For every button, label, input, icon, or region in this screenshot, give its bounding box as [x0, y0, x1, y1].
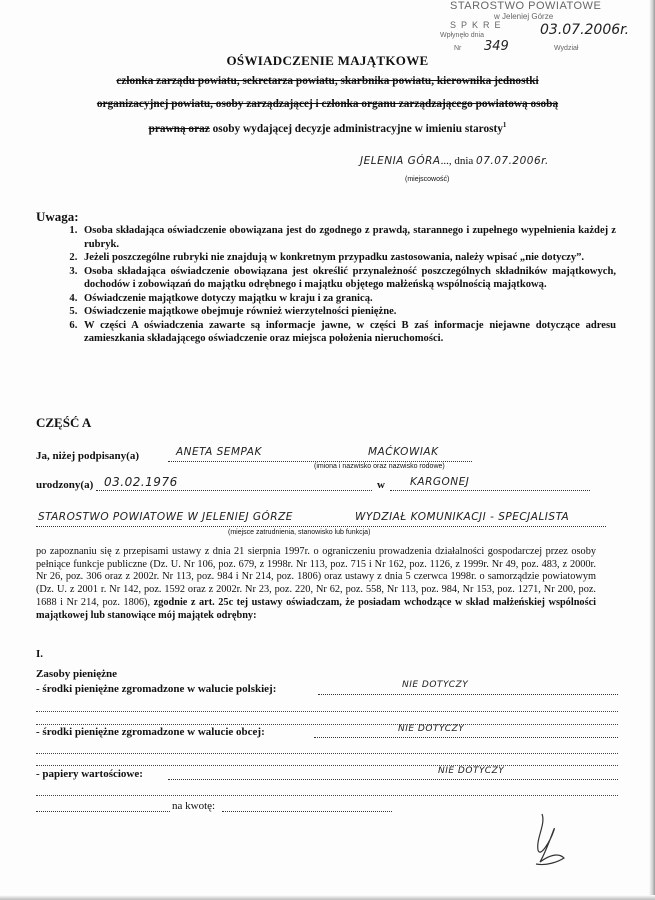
- registry-stamp: [424, 0, 650, 56]
- legal-text: po zapoznaniu się z przepisami ustawy z dnia 21 sierpnia 1997r. o ograniczeniu prowadzenia działalności gospodarczej przez osoby pełniące funkcje publiczne (Dz. U. Nr 106, poz. 679, z 1998r. Nr 113, poz. 715 i Nr 162, poz. 1126, z 1999r. Nr 49, poz. 483, z 2000r. Nr 26, poz. 306 oraz z 2002r. Nr 113, poz. 984 i Nr 214, poz. 1806) oraz ustawy z dnia 5 czerwca 1998r. o samorządzie powiatowym (Dz. U. z 2001 r. Nr 142, poz. 1592 oraz z 2002r. Nr 23, poz. 220, Nr 62, poz. 558, Nr 113, poz. 984, Nr 153, poz. 1271, Nr 200, poz. 1688 i Nr 214, poz. 1806),: [36, 546, 596, 608]
- footnote-mark: 1: [502, 121, 507, 129]
- note-item: 2. Jeżeli poszczególne rubryki nie znajdują w konkretnym przypadku zastosowania, należy wpisać „nie dotyczy”.: [80, 251, 616, 265]
- signature-scribble: [528, 812, 588, 872]
- first-name-value: ANETA SEMPAK: [176, 446, 262, 458]
- birth-date-line: [96, 490, 372, 491]
- blank-line: [36, 794, 618, 796]
- subtitle-line-2: [20, 98, 635, 110]
- securities-line: [168, 779, 618, 780]
- blank-line: [36, 723, 618, 725]
- securities-label: - papiery wartościowe:: [36, 768, 143, 780]
- subtitle-line-2-text: organizacyjnej powiatu, osoby zarządzającej i członka organu zarządzającego powiatową osobą: [96, 98, 559, 110]
- position-value: WYDZIAŁ KOMUNIKACJI - SPECJALISTA: [355, 511, 570, 523]
- blank-line: [36, 710, 618, 712]
- stamp-dept-label: Wydział: [554, 45, 579, 52]
- legal-basis-text: [36, 546, 596, 622]
- subtitle-struck: prawną oraz: [148, 122, 210, 135]
- section-heading: Zasoby pieniężne: [36, 668, 117, 680]
- place-caption: (miejscowość): [405, 176, 450, 183]
- blank-line: [36, 764, 618, 766]
- page-edge-shadow: [649, 0, 655, 900]
- employer-line: [36, 526, 606, 527]
- birth-place-value: KARGONEJ: [410, 476, 470, 488]
- part-a-heading: CZĘŚĆ A: [36, 415, 92, 430]
- stamp-received-label: Wpłynęło dnia: [440, 32, 484, 39]
- cash-fx-line: [314, 737, 618, 738]
- cash-pln-label: - środki pieniężne zgromadzone w walucie polskiej:: [36, 683, 277, 695]
- place-date-line: [360, 155, 620, 167]
- blank-line: [36, 752, 618, 754]
- stamp-number: 349: [484, 39, 509, 54]
- cash-pln-line: [318, 694, 618, 695]
- in-label: w: [377, 479, 385, 491]
- subtitle-rest: osoby wydającej decyzje administracyjne w imieniu starosty: [209, 122, 503, 135]
- maiden-name-value: MAĆKOWIAK: [368, 446, 439, 458]
- stamp-office: STAROSTWO POWIATOWE: [450, 0, 602, 12]
- notes-heading: Uwaga:: [36, 209, 79, 224]
- place-city: JELENIA GÓRA: [360, 155, 441, 167]
- employer-caption: (miejsce zatrudnienia, stanowisko lub funkcja): [228, 529, 371, 536]
- section-number: I.: [36, 648, 44, 660]
- note-item: 6. W części A oświadczenia zawarte są informacje jawne, w części B zaś informacje niejawne dotyczące adresu zamieszkania składającego oświadczenie oraz miejsca położenia nieruchomości.: [80, 319, 616, 346]
- securities-value: NIE DOTYCZY: [438, 766, 505, 776]
- subtitle-line-3: [20, 121, 635, 135]
- amount-line: [36, 811, 170, 812]
- birth-place-line: [390, 490, 590, 491]
- stamp-number-label: Nr: [454, 45, 462, 52]
- page-bottom-shadow: [0, 895, 655, 900]
- name-caption: (imiona i nazwisko oraz nazwisko rodowe): [314, 463, 445, 470]
- amount-label: na kwotę:: [172, 800, 216, 812]
- note-item: 1. Osoba składająca oświadczenie obowiązana jest do zgodnego z prawdą, starannego i zupełnego wypełnienia każdej z rubryk.: [80, 224, 616, 251]
- stamp-city: w Jeleniej Górze: [494, 12, 554, 21]
- birth-date-value: 03.02.1976: [104, 475, 178, 489]
- stamp-received-date: 03.07.2006r.: [540, 22, 630, 38]
- cash-fx-label: - środki pieniężne zgromadzone w walucie obcej:: [36, 726, 265, 738]
- note-item: 5. Oświadczenie majątkowe obejmuje również wierzytelności pieniężne.: [80, 305, 616, 319]
- document-title: OŚWIADCZENIE MAJĄTKOWE: [226, 53, 429, 68]
- cash-fx-value: NIE DOTYCZY: [398, 724, 465, 734]
- cash-pln-value: NIE DOTYCZY: [402, 680, 469, 690]
- employer-value: STAROSTWO POWIATOWE W JELENIEJ GÓRZE: [38, 511, 293, 523]
- stamp-label: SPKRE: [450, 20, 506, 30]
- born-label: urodzony(a): [36, 479, 94, 491]
- note-item: 3. Osoba składająca oświadczenie obowiązana jest określić przynależność poszczególnych składników majątkowych, dochodów i zobowiązań do majątku odrębnego i majątku objętego małżeńską wspólnością majątkową.: [80, 265, 616, 292]
- signed-label: Ja, niżej podpisany(a): [36, 450, 139, 462]
- name-field-line: [168, 461, 472, 462]
- amount-value-line: [222, 811, 392, 812]
- subtitle-line-1-text: członka zarządu powiatu, sekretarza powiatu, skarbnika powiatu, kierownika jednostki: [116, 75, 539, 87]
- note-item: 4. Oświadczenie majątkowe dotyczy majątku w kraju i za granicą.: [80, 292, 616, 306]
- declaration-text: zgodnie z art. 25c tej ustawy oświadczam, że posiadam wchodzące w skład małżeńskiej wspólności majątkowej lub stanowiące mój majątek odrębny:: [36, 596, 597, 621]
- place-date: 07.07.2006r.: [476, 155, 549, 167]
- place-date-prefix: ..., dnia: [440, 155, 474, 167]
- notes-list: [56, 224, 616, 346]
- subtitle-line-1: [20, 75, 635, 87]
